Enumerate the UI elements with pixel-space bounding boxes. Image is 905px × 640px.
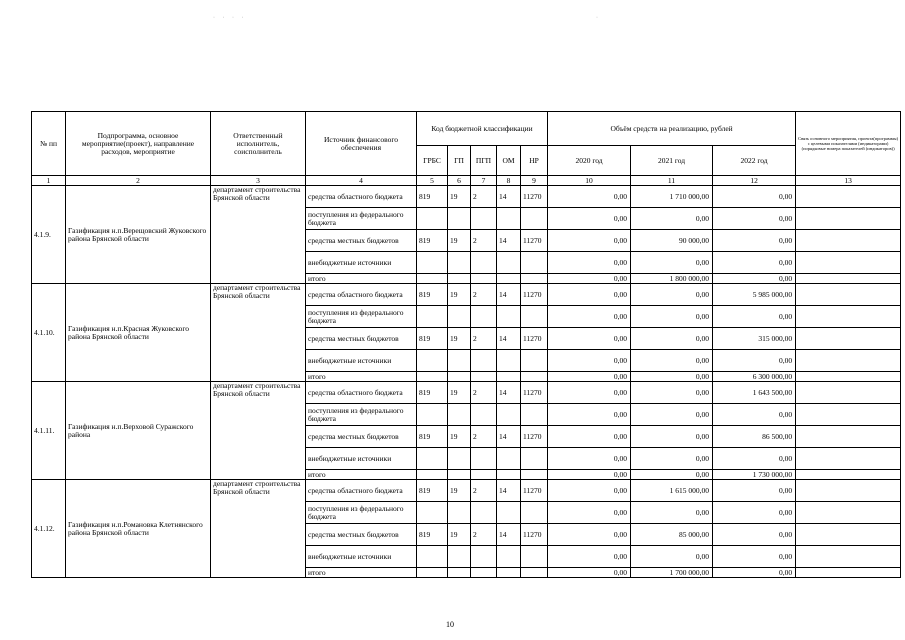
- amount-y2020: 0,00: [548, 546, 631, 568]
- amount-y2022: 1 730 000,00: [713, 470, 796, 480]
- amount-y2022: 5 985 000,00: [713, 284, 796, 306]
- column-number: 1: [32, 176, 66, 186]
- code-nr: [521, 350, 548, 372]
- indicator-link: [796, 186, 901, 208]
- code-grbs: 819: [417, 284, 448, 306]
- amount-y2020: 0,00: [548, 448, 631, 470]
- code-gp: [448, 404, 471, 426]
- amount-y2021: 1 615 000,00: [631, 480, 713, 502]
- code-nr: 11270: [521, 230, 548, 252]
- funding-source: средства местных бюджетов: [306, 426, 417, 448]
- code-pgp: [471, 252, 497, 274]
- amount-y2020: 0,00: [548, 328, 631, 350]
- code-pgp: [471, 470, 497, 480]
- amount-y2020: 0,00: [548, 274, 631, 284]
- code-om: [497, 306, 521, 328]
- item-number: 4.1.9.: [32, 186, 66, 284]
- column-number: 9: [521, 176, 548, 186]
- code-grbs: 819: [417, 328, 448, 350]
- code-om: [497, 372, 521, 382]
- amount-y2022: 0,00: [713, 448, 796, 470]
- code-om: [497, 546, 521, 568]
- amount-y2021: 0,00: [631, 426, 713, 448]
- header-executor: Ответственный исполнитель, соисполнитель: [211, 112, 306, 176]
- code-grbs: [417, 208, 448, 230]
- code-nr: [521, 448, 548, 470]
- code-nr: [521, 568, 548, 578]
- code-nr: [521, 502, 548, 524]
- item-number: 4.1.12.: [32, 480, 66, 578]
- code-pgp: 2: [471, 328, 497, 350]
- code-pgp: [471, 502, 497, 524]
- amount-y2022: 0,00: [713, 480, 796, 502]
- item-number: 4.1.10.: [32, 284, 66, 382]
- code-nr: 11270: [521, 480, 548, 502]
- amount-y2020: 0,00: [548, 404, 631, 426]
- amount-y2021: 0,00: [631, 350, 713, 372]
- item-executor: департамент строительства Брянской области: [211, 382, 306, 480]
- amount-y2022: 86 500,00: [713, 426, 796, 448]
- code-grbs: 819: [417, 186, 448, 208]
- code-grbs: [417, 404, 448, 426]
- code-gp: 19: [448, 524, 471, 546]
- funding-source: итого: [306, 470, 417, 480]
- amount-y2021: 0,00: [631, 502, 713, 524]
- code-gp: [448, 252, 471, 274]
- amount-y2020: 0,00: [548, 502, 631, 524]
- amount-y2022: 0,00: [713, 274, 796, 284]
- code-gp: [448, 546, 471, 568]
- indicator-link: [796, 328, 901, 350]
- scan-artifact: · · · ·: [213, 15, 247, 21]
- amount-y2021: 0,00: [631, 448, 713, 470]
- code-pgp: 2: [471, 426, 497, 448]
- amount-y2022: 0,00: [713, 404, 796, 426]
- funding-source: средства областного бюджета: [306, 480, 417, 502]
- indicator-link: [796, 568, 901, 578]
- amount-y2021: 85 000,00: [631, 524, 713, 546]
- code-grbs: 819: [417, 480, 448, 502]
- code-om: [497, 404, 521, 426]
- code-nr: [521, 546, 548, 568]
- header-source: Источник финансового обеспечения: [306, 112, 417, 176]
- header-pgp: ПГП: [471, 146, 497, 176]
- column-number: 13: [796, 176, 901, 186]
- funding-source: поступления из федерального бюджета: [306, 502, 417, 524]
- code-gp: [448, 448, 471, 470]
- amount-y2021: 0,00: [631, 252, 713, 274]
- code-gp: [448, 470, 471, 480]
- indicator-link: [796, 404, 901, 426]
- funding-source: поступления из федерального бюджета: [306, 208, 417, 230]
- amount-y2021: 1 700 000,00: [631, 568, 713, 578]
- amount-y2021: 0,00: [631, 546, 713, 568]
- code-gp: [448, 306, 471, 328]
- column-number: 5: [417, 176, 448, 186]
- amount-y2022: 0,00: [713, 186, 796, 208]
- indicator-link: [796, 448, 901, 470]
- code-gp: 19: [448, 328, 471, 350]
- funding-source: внебюджетные источники: [306, 546, 417, 568]
- table-row: [32, 480, 901, 502]
- header-no: № пп: [32, 112, 66, 176]
- column-number: 2: [66, 176, 211, 186]
- code-om: 14: [497, 230, 521, 252]
- amount-y2021: 1 800 000,00: [631, 274, 713, 284]
- indicator-link: [796, 230, 901, 252]
- table-row: [32, 382, 901, 404]
- code-om: 14: [497, 382, 521, 404]
- indicator-link: [796, 470, 901, 480]
- code-om: [497, 470, 521, 480]
- code-nr: 11270: [521, 284, 548, 306]
- amount-y2022: 0,00: [713, 230, 796, 252]
- table-row: [32, 284, 901, 306]
- header-year-2020: 2020 год: [548, 146, 631, 176]
- indicator-link: [796, 350, 901, 372]
- code-gp: [448, 274, 471, 284]
- indicator-link: [796, 546, 901, 568]
- code-gp: 19: [448, 382, 471, 404]
- code-pgp: [471, 350, 497, 372]
- amount-y2020: 0,00: [548, 372, 631, 382]
- amount-y2020: 0,00: [548, 252, 631, 274]
- amount-y2022: 315 000,00: [713, 328, 796, 350]
- column-number: 7: [471, 176, 497, 186]
- amount-y2022: 0,00: [713, 502, 796, 524]
- code-grbs: [417, 372, 448, 382]
- financing-table: [31, 111, 901, 578]
- code-om: 14: [497, 524, 521, 546]
- code-nr: 11270: [521, 328, 548, 350]
- scan-artifact: ·: [596, 15, 601, 21]
- code-gp: [448, 502, 471, 524]
- code-om: [497, 252, 521, 274]
- table-row: [32, 186, 901, 208]
- code-grbs: 819: [417, 230, 448, 252]
- indicator-link: [796, 252, 901, 274]
- code-gp: 19: [448, 230, 471, 252]
- code-gp: 19: [448, 480, 471, 502]
- code-pgp: 2: [471, 284, 497, 306]
- code-om: [497, 350, 521, 372]
- indicator-link: [796, 382, 901, 404]
- indicator-link: [796, 306, 901, 328]
- header-year-2021: 2021 год: [631, 146, 713, 176]
- item-executor: департамент строительства Брянской области: [211, 284, 306, 382]
- amount-y2020: 0,00: [548, 426, 631, 448]
- amount-y2022: 0,00: [713, 524, 796, 546]
- amount-y2022: 0,00: [713, 208, 796, 230]
- code-pgp: [471, 274, 497, 284]
- amount-y2020: 0,00: [548, 230, 631, 252]
- indicator-link: [796, 372, 901, 382]
- code-om: 14: [497, 284, 521, 306]
- funding-source: поступления из федерального бюджета: [306, 306, 417, 328]
- code-nr: [521, 252, 548, 274]
- code-om: 14: [497, 186, 521, 208]
- funding-source: средства областного бюджета: [306, 186, 417, 208]
- code-grbs: 819: [417, 382, 448, 404]
- header-grbs: ГРБС: [417, 146, 448, 176]
- item-name: Газификация н.п.Красная Жуковского района Брянской области: [66, 284, 211, 382]
- column-number: 3: [211, 176, 306, 186]
- amount-y2021: 0,00: [631, 208, 713, 230]
- column-number: 6: [448, 176, 471, 186]
- code-nr: [521, 274, 548, 284]
- funding-source: средства областного бюджета: [306, 382, 417, 404]
- header-om: ОМ: [497, 146, 521, 176]
- code-om: 14: [497, 328, 521, 350]
- header-budget-code: Код бюджетной классификации: [417, 112, 548, 146]
- amount-y2020: 0,00: [548, 568, 631, 578]
- code-nr: 11270: [521, 426, 548, 448]
- code-pgp: [471, 372, 497, 382]
- amount-y2021: 90 000,00: [631, 230, 713, 252]
- header-subprogram: Подпрограмма, основное мероприятие(проект), направление расходов, мероприятие: [66, 112, 211, 176]
- code-gp: [448, 568, 471, 578]
- code-nr: [521, 470, 548, 480]
- code-om: [497, 502, 521, 524]
- code-om: 14: [497, 426, 521, 448]
- code-pgp: 2: [471, 186, 497, 208]
- amount-y2022: 0,00: [713, 306, 796, 328]
- code-nr: [521, 404, 548, 426]
- amount-y2020: 0,00: [548, 480, 631, 502]
- code-om: [497, 274, 521, 284]
- amount-y2022: 0,00: [713, 350, 796, 372]
- amount-y2020: 0,00: [548, 350, 631, 372]
- amount-y2020: 0,00: [548, 284, 631, 306]
- funding-source: итого: [306, 274, 417, 284]
- code-om: [497, 568, 521, 578]
- amount-y2020: 0,00: [548, 306, 631, 328]
- amount-y2020: 0,00: [548, 186, 631, 208]
- funding-source: поступления из федерального бюджета: [306, 404, 417, 426]
- code-pgp: [471, 568, 497, 578]
- amount-y2022: 6 300 000,00: [713, 372, 796, 382]
- code-grbs: [417, 448, 448, 470]
- code-om: 14: [497, 480, 521, 502]
- funding-source: средства местных бюджетов: [306, 328, 417, 350]
- indicator-link: [796, 480, 901, 502]
- item-name: Газификация н.п.Верховой Суражского района: [66, 382, 211, 480]
- code-gp: 19: [448, 284, 471, 306]
- amount-y2021: 0,00: [631, 328, 713, 350]
- column-number: 12: [713, 176, 796, 186]
- item-executor: департамент строительства Брянской области: [211, 186, 306, 284]
- code-grbs: 819: [417, 524, 448, 546]
- code-grbs: [417, 502, 448, 524]
- funding-source: средства местных бюджетов: [306, 230, 417, 252]
- code-gp: [448, 350, 471, 372]
- funding-source: внебюджетные источники: [306, 350, 417, 372]
- amount-y2021: 0,00: [631, 404, 713, 426]
- code-gp: 19: [448, 426, 471, 448]
- amount-y2022: 0,00: [713, 568, 796, 578]
- code-pgp: [471, 448, 497, 470]
- amount-y2022: 0,00: [713, 546, 796, 568]
- code-pgp: [471, 306, 497, 328]
- header-nr: НР: [521, 146, 548, 176]
- indicator-link: [796, 208, 901, 230]
- column-number: 11: [631, 176, 713, 186]
- amount-y2021: 0,00: [631, 284, 713, 306]
- funding-source: средства областного бюджета: [306, 284, 417, 306]
- code-gp: 19: [448, 186, 471, 208]
- indicator-link: [796, 426, 901, 448]
- code-pgp: 2: [471, 480, 497, 502]
- item-name: Газификация н.п.Романовка Клетнянского района Брянской области: [66, 480, 211, 578]
- amount-y2021: 0,00: [631, 306, 713, 328]
- code-nr: [521, 372, 548, 382]
- item-number: 4.1.11.: [32, 382, 66, 480]
- indicator-link: [796, 284, 901, 306]
- amount-y2021: 0,00: [631, 382, 713, 404]
- item-executor: департамент строительства Брянской области: [211, 480, 306, 578]
- column-number: 10: [548, 176, 631, 186]
- amount-y2021: 0,00: [631, 372, 713, 382]
- funding-source: внебюджетные источники: [306, 252, 417, 274]
- amount-y2022: 1 643 500,00: [713, 382, 796, 404]
- code-grbs: [417, 470, 448, 480]
- code-grbs: [417, 274, 448, 284]
- header-link: Связь основного мероприятия, проекта(программы) с целевыми показателями (индикаторами) (порядковые номера показателей (индикаторов)): [796, 112, 901, 176]
- code-gp: [448, 208, 471, 230]
- amount-y2020: 0,00: [548, 382, 631, 404]
- code-pgp: 2: [471, 230, 497, 252]
- code-grbs: 819: [417, 426, 448, 448]
- code-nr: [521, 306, 548, 328]
- header-volume: Объём средств на реализацию, рублей: [548, 112, 796, 146]
- code-nr: 11270: [521, 524, 548, 546]
- item-name: Газификация н.п.Верещовский Жуковского района Брянской области: [66, 186, 211, 284]
- amount-y2020: 0,00: [548, 470, 631, 480]
- indicator-link: [796, 274, 901, 284]
- code-om: [497, 448, 521, 470]
- code-nr: [521, 208, 548, 230]
- code-grbs: [417, 252, 448, 274]
- header-gp: ГП: [448, 146, 471, 176]
- code-gp: [448, 372, 471, 382]
- code-grbs: [417, 546, 448, 568]
- amount-y2021: 1 710 000,00: [631, 186, 713, 208]
- amount-y2022: 0,00: [713, 252, 796, 274]
- code-pgp: [471, 546, 497, 568]
- code-pgp: [471, 404, 497, 426]
- funding-source: итого: [306, 372, 417, 382]
- funding-source: внебюджетные источники: [306, 448, 417, 470]
- indicator-link: [796, 524, 901, 546]
- code-grbs: [417, 306, 448, 328]
- code-pgp: 2: [471, 524, 497, 546]
- code-om: [497, 208, 521, 230]
- header-year-2022: 2022 год: [713, 146, 796, 176]
- column-number: 4: [306, 176, 417, 186]
- amount-y2021: 0,00: [631, 470, 713, 480]
- code-grbs: [417, 568, 448, 578]
- funding-source: средства местных бюджетов: [306, 524, 417, 546]
- amount-y2020: 0,00: [548, 208, 631, 230]
- indicator-link: [796, 502, 901, 524]
- code-nr: 11270: [521, 186, 548, 208]
- column-number: 8: [497, 176, 521, 186]
- code-pgp: [471, 208, 497, 230]
- code-nr: 11270: [521, 382, 548, 404]
- code-grbs: [417, 350, 448, 372]
- page-number: 10: [446, 620, 454, 629]
- amount-y2020: 0,00: [548, 524, 631, 546]
- funding-source: итого: [306, 568, 417, 578]
- code-pgp: 2: [471, 382, 497, 404]
